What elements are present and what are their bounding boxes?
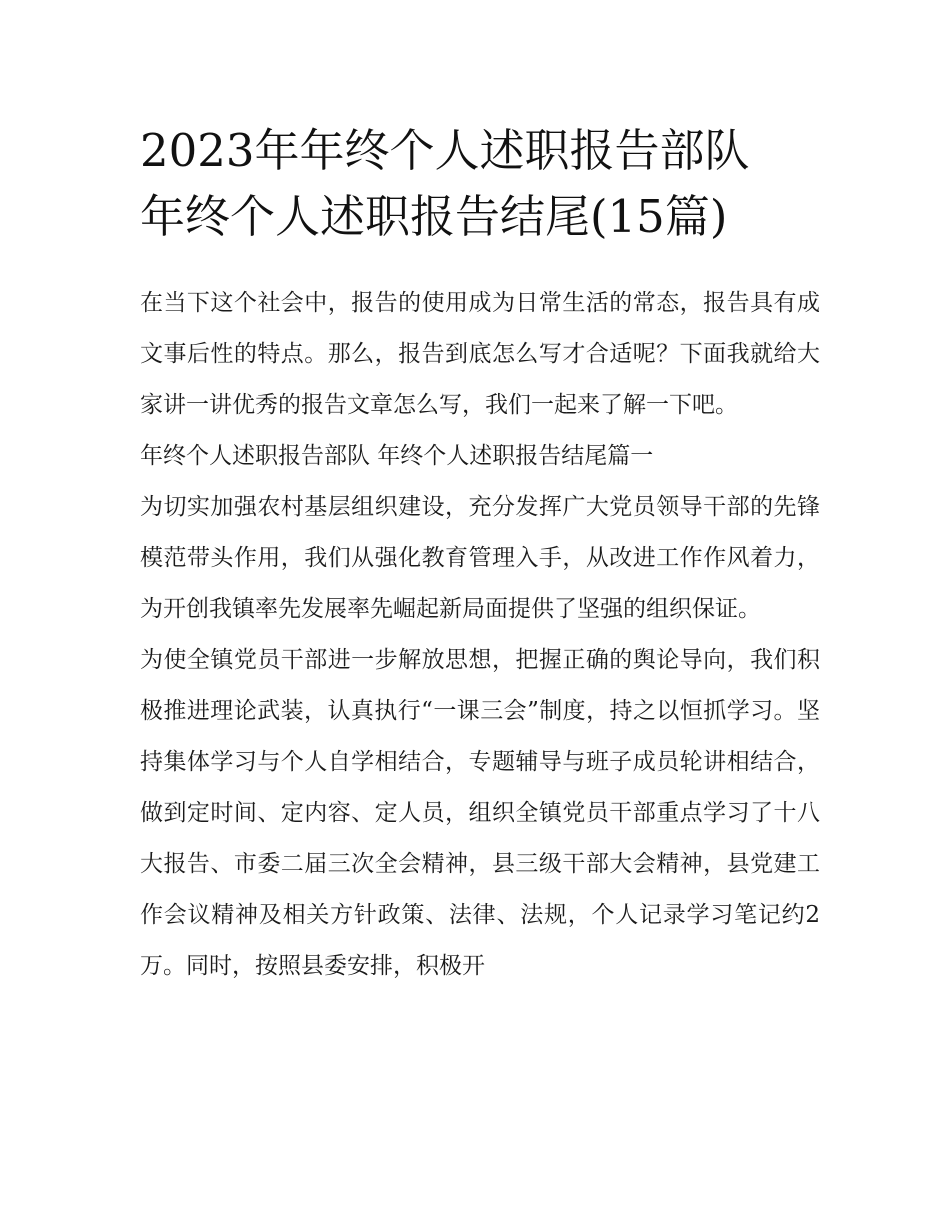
body-paragraph: 为使全镇党员干部进一步解放思想，把握正确的舆论导向，我们积极推进理论武装，认真执行“一课三会”制度，持之以恒抓学习。坚持集体学习与个人自学相结合，专题辅导与班子成员轮讲相结合，做到定时间、定内容、定人员，组织全镇党员干部重点学习了十八大报告、市委二届三次全会精神，县三级干部大会精神，县党建工作会议精神及相关方针政策、法律、法规，个人记录学习笔记约2万。同时，按照县委安排，积极开 xyxy=(140,647,820,979)
body-paragraph: 为切实加强农村基层组织建设，充分发挥广大党员领导干部的先锋模范带头作用，我们从强化教育管理入手，从改进工作作风着力，为开创我镇率先发展率先崛起新局面提供了坚强的组织保证。 xyxy=(140,494,820,622)
section-heading: 年终个人述职报告部队 年终个人述职报告结尾篇一 xyxy=(140,443,654,469)
title-line-1: 2023年年终个人述职报告部队 xyxy=(140,124,750,177)
intro-paragraph: 在当下这个社会中，报告的使用成为日常生活的常态，报告具有成文事后性的特点。那么，报告到底怎么写才合适呢？下面我就给大家讲一讲优秀的报告文章怎么写，我们一起来了解一下吧。 xyxy=(140,290,820,418)
title-line-2: 年终个人述职报告结尾(15篇) xyxy=(140,190,728,243)
document-title xyxy=(140,118,820,250)
document-body xyxy=(140,278,820,992)
